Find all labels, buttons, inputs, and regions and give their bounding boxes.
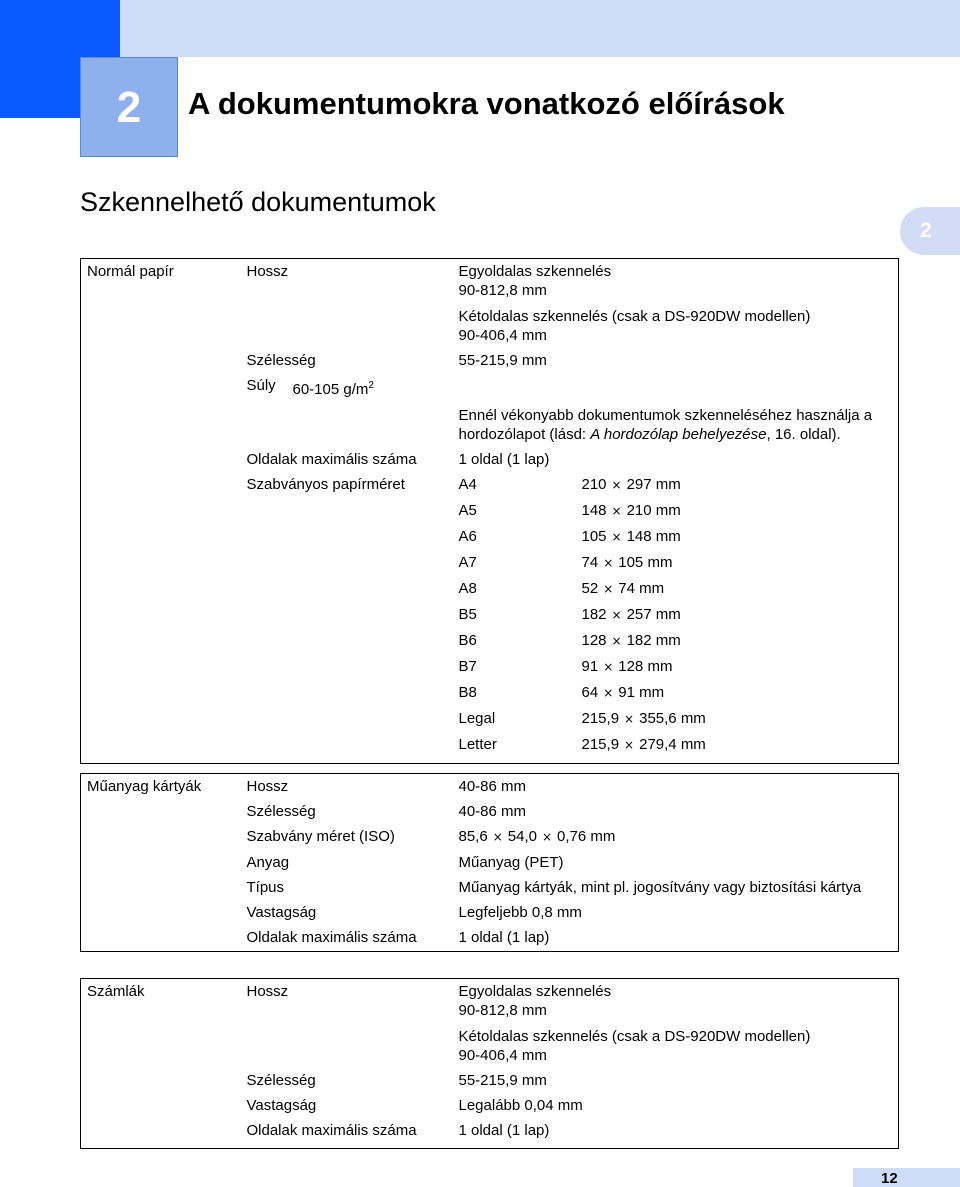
size-name: A7: [458, 554, 477, 571]
times-symbol: ×: [492, 830, 503, 844]
size-width: 91: [581, 658, 599, 675]
table-row: [81, 495, 899, 521]
row-label: Szabvány méret (ISO): [246, 828, 395, 845]
size-name: A4: [458, 476, 477, 493]
row-value: 55-215,9 mm: [458, 352, 547, 369]
row-label: Hossz: [246, 263, 289, 280]
plastic-card-table: [80, 773, 899, 952]
row-label: Típus: [246, 879, 285, 896]
chapter-title: A dokumentumokra vonatkozó előírások: [188, 86, 785, 121]
chapter-number: 2: [80, 57, 178, 157]
spacer-cell: [81, 547, 247, 573]
size-height: 148 mm: [626, 528, 681, 545]
table-row: [81, 729, 899, 764]
row-label: [247, 599, 459, 625]
paper-size-list: [81, 469, 899, 764]
size-name: A6: [458, 528, 477, 545]
table-row: [81, 1090, 899, 1115]
size-height: 355,6 mm: [639, 710, 706, 727]
size-dimensions: [582, 703, 899, 729]
table-row: [81, 979, 899, 1066]
receipt-table: [80, 978, 899, 1149]
size-width: 74: [581, 554, 599, 571]
row-label: Oldalak maximális száma: [246, 1122, 417, 1139]
table-row: [81, 897, 899, 922]
spacer-cell: [81, 703, 247, 729]
size-height: 279,4 mm: [639, 736, 706, 753]
size-height: 128 mm: [618, 658, 673, 675]
size-name: B6: [458, 632, 477, 649]
row-label: Vastagság: [246, 1097, 317, 1114]
spacer-cell: [81, 897, 247, 922]
table-row: [81, 847, 899, 872]
row-value: 1 oldal (1 lap): [458, 451, 550, 468]
times-symbol: ×: [611, 478, 622, 492]
spacer-cell: [81, 872, 247, 897]
row-value: [459, 979, 899, 1066]
table-row: [81, 1115, 899, 1149]
times-symbol: ×: [624, 712, 635, 726]
spacer-cell: [81, 821, 247, 847]
size-width: 215,9: [581, 710, 620, 727]
weight-note: Ennél vékonyabb dokumentumok szkenneléséhez használja a: [458, 407, 873, 424]
category-label: Számlák: [87, 983, 145, 1000]
row-label: [247, 547, 459, 573]
row-value: Műanyag (PET): [458, 854, 564, 871]
weight-note-reference: hordozólapot (lásd: A hordozólap behelyezése, 16. oldal).: [458, 426, 841, 443]
spacer-cell: [81, 847, 247, 872]
row-label: Oldalak maximális száma: [246, 451, 417, 468]
row-label: [247, 703, 459, 729]
size-width: 64: [581, 684, 599, 701]
row-label: Hossz: [246, 778, 289, 795]
row-label: Szabványos papírméret: [246, 476, 405, 493]
length-duplex: Kétoldalas szkennelés (csak a DS-920DW modellen): [458, 308, 811, 325]
size-name: Legal: [458, 710, 496, 727]
length-simplex-value: 90-812,8 mm: [458, 282, 547, 299]
weight-value: 60-105 g/m: [292, 381, 369, 398]
times-symbol: ×: [541, 830, 553, 844]
category-label: Műanyag kártyák: [87, 778, 202, 795]
times-symbol: ×: [603, 556, 614, 570]
spacer-cell: [81, 495, 247, 521]
times-symbol: ×: [624, 738, 635, 752]
row-label: Szélesség: [246, 352, 316, 369]
size-width: 215,9: [581, 736, 620, 753]
plain-paper-table: [80, 258, 899, 764]
spacer-cell: [81, 469, 247, 495]
row-label: Anyag: [246, 854, 290, 871]
size-width: 148: [581, 502, 607, 519]
size-dimensions: [582, 521, 899, 547]
size-height: 105 mm: [618, 554, 673, 571]
spacer-cell: [81, 651, 247, 677]
size-name: B7: [458, 658, 477, 675]
table-row: [81, 547, 899, 573]
row-value: 55-215,9 mm: [458, 1072, 547, 1089]
row-value: 1 oldal (1 lap): [458, 929, 550, 946]
row-label: Szélesség: [246, 803, 316, 820]
row-value: Legfeljebb 0,8 mm: [458, 904, 582, 921]
spacer-cell: [81, 625, 247, 651]
row-label: [247, 729, 459, 764]
size-width: 105: [581, 528, 607, 545]
spacer-cell: [81, 729, 247, 764]
size-name: A8: [458, 580, 477, 597]
size-dimensions: [582, 677, 899, 703]
times-symbol: ×: [603, 582, 614, 596]
size-dimensions: [582, 573, 899, 599]
spacer-cell: [81, 521, 247, 547]
row-value: Műanyag kártyák, mint pl. jogosítvány vagy biztosítási kártya: [458, 879, 862, 896]
section-title: Szkennelhető dokumentumok: [80, 187, 436, 217]
table-row: [81, 796, 899, 821]
length-duplex: Kétoldalas szkennelés (csak a DS-920DW modellen): [458, 1028, 811, 1045]
table-row: [81, 774, 899, 797]
size-width: 128: [581, 632, 607, 649]
row-value: 40-86 mm: [458, 803, 527, 820]
table-row: [81, 677, 899, 703]
size-dimensions: [582, 729, 899, 764]
row-label: [247, 651, 459, 677]
card-dim-2: 54,0: [507, 828, 537, 845]
table-row: [81, 573, 899, 599]
row-value: 40-86 mm: [458, 778, 527, 795]
reference-link[interactable]: A hordozólap behelyezése: [590, 426, 767, 443]
times-symbol: ×: [611, 634, 622, 648]
spacer-cell: [81, 677, 247, 703]
size-name: A5: [458, 502, 477, 519]
size-dimensions: [582, 495, 899, 521]
size-dimensions: [582, 625, 899, 651]
length-simplex: Egyoldalas szkennelés: [458, 983, 612, 1000]
spacer-cell: [81, 573, 247, 599]
table-row: [81, 821, 899, 847]
weight-unit-sup: 2: [368, 380, 374, 391]
size-width: 52: [581, 580, 599, 597]
card-dim-3: 0,76 mm: [557, 828, 616, 845]
length-duplex-value: 90-406,4 mm: [458, 1047, 547, 1064]
row-label: [247, 677, 459, 703]
size-height: 297 mm: [626, 476, 681, 493]
row-label: [247, 573, 459, 599]
header-band-light: [120, 0, 960, 57]
page-number: 12: [881, 1170, 898, 1187]
spacer-cell: [81, 922, 247, 952]
row-value: Legalább 0,04 mm: [458, 1097, 583, 1114]
size-height: 74 mm: [618, 580, 665, 597]
length-simplex-value: 90-812,8 mm: [458, 1002, 547, 1019]
size-dimensions: [582, 469, 899, 495]
spacer-cell: [81, 599, 247, 625]
table-row: [81, 1065, 899, 1090]
times-symbol: ×: [611, 608, 622, 622]
row-label: [247, 495, 459, 521]
page-number-bar: [853, 1168, 960, 1187]
chapter-side-tab: 2: [900, 207, 960, 255]
table-row: [81, 521, 899, 547]
table-row: [81, 651, 899, 677]
row-value: [292, 370, 899, 444]
row-label: [247, 625, 459, 651]
size-dimensions: [582, 651, 899, 677]
row-value: [459, 821, 899, 847]
category-label: Normál papír: [87, 263, 174, 280]
table-row: [81, 599, 899, 625]
size-width: 182: [581, 606, 607, 623]
table-row: [81, 444, 899, 469]
row-value: 1 oldal (1 lap): [458, 1122, 550, 1139]
size-width: 210: [581, 476, 607, 493]
table-row: [81, 922, 899, 952]
times-symbol: ×: [603, 686, 614, 700]
size-dimensions: [582, 547, 899, 573]
row-label: Súly: [246, 377, 276, 394]
row-label: [247, 521, 459, 547]
times-symbol: ×: [603, 660, 614, 674]
times-symbol: ×: [611, 530, 622, 544]
row-label: Hossz: [246, 983, 289, 1000]
size-height: 257 mm: [626, 606, 681, 623]
card-spec-list: [81, 774, 899, 952]
times-symbol: ×: [611, 504, 622, 518]
card-dim-1: 85,6: [458, 828, 488, 845]
length-simplex: Egyoldalas szkennelés: [458, 263, 612, 280]
size-name: Letter: [458, 736, 497, 753]
table-row: [81, 872, 899, 897]
size-height: 210 mm: [626, 502, 681, 519]
row-label: Szélesség: [246, 1072, 316, 1089]
size-name: B8: [458, 684, 477, 701]
table-row: [81, 703, 899, 729]
size-dimensions: [582, 599, 899, 625]
size-height: 91 mm: [618, 684, 665, 701]
table-row: [81, 259, 899, 346]
spacer-cell: [81, 796, 247, 821]
size-name: B5: [458, 606, 477, 623]
length-duplex-value: 90-406,4 mm: [458, 327, 547, 344]
row-value: [459, 259, 899, 346]
size-height: 182 mm: [626, 632, 681, 649]
row-label: Oldalak maximális száma: [246, 929, 417, 946]
table-row: [81, 625, 899, 651]
row-label: Vastagság: [246, 904, 317, 921]
table-row: [81, 469, 899, 495]
